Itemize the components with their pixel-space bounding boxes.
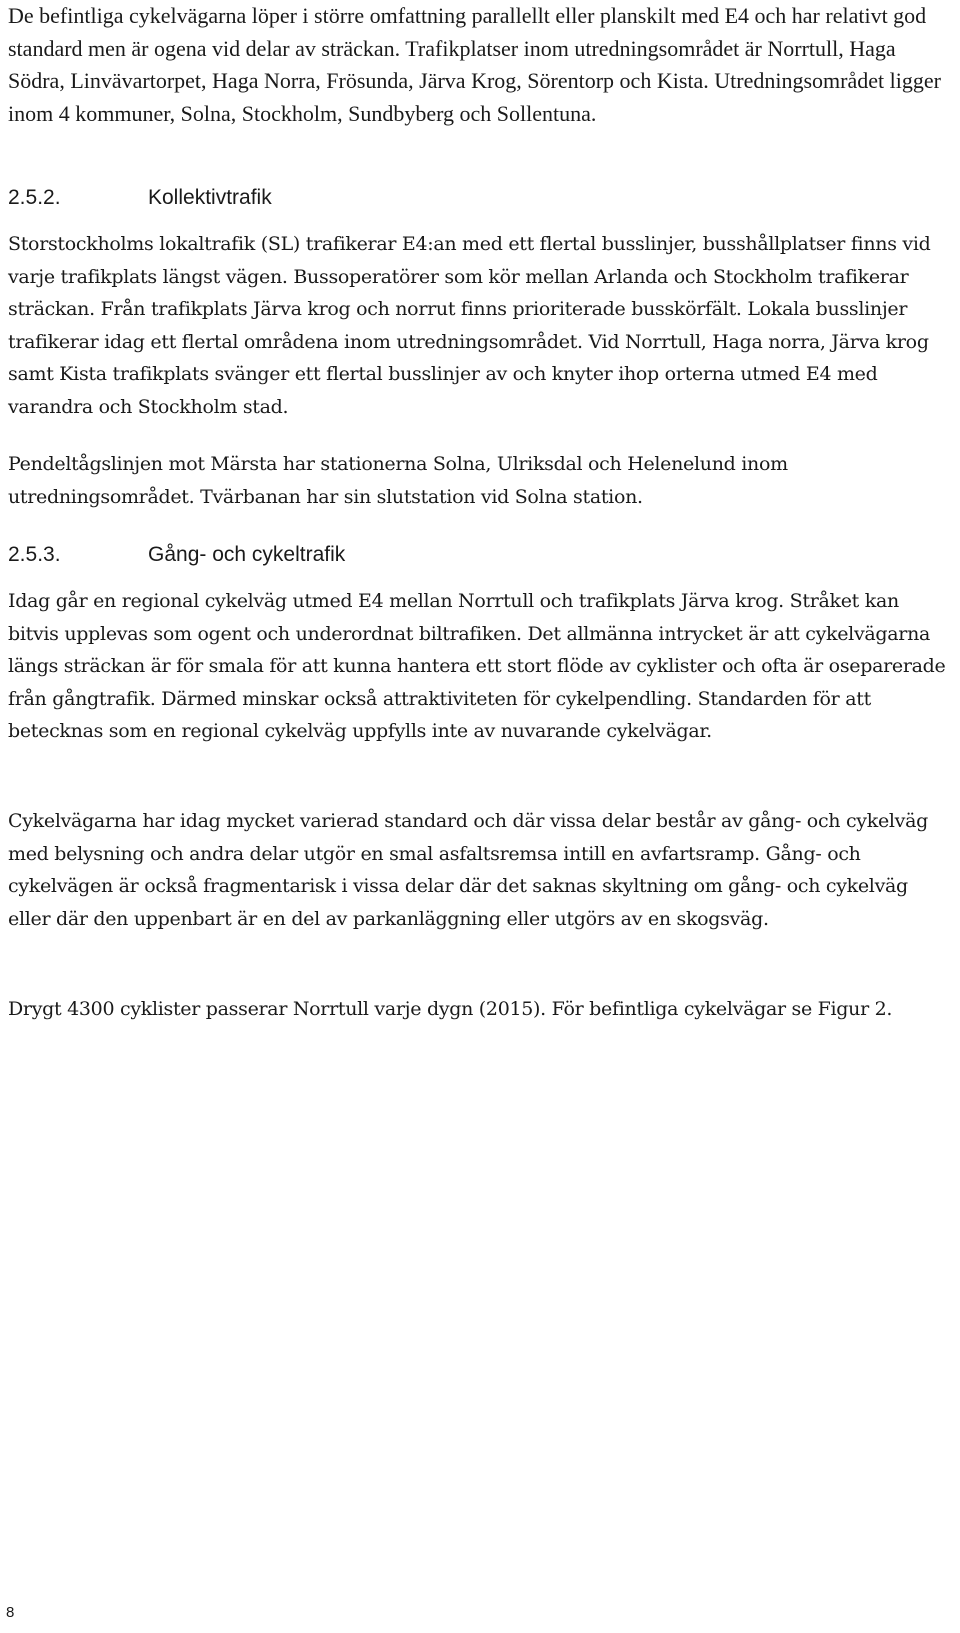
cykeltrafik-paragraph-2: Cykelvägarna har idag mycket varierad standard och där vissa delar består av gång- och cykelväg med belysning och andra delar utgör en smal asfaltsremsa intill en avfartsramp. Gång- och cykelvägen är också fragmentarisk i vissa delar där det saknas skyltning om gång- och cykelväg eller där den uppenbart är en del av parkanläggning eller utgörs av en skogsväg.: [8, 810, 928, 930]
section-title: Gång- och cykeltrafik: [148, 543, 346, 566]
section-number: 2.5.2.: [8, 186, 61, 209]
page-number: 8: [6, 1604, 15, 1621]
kollektivtrafik-paragraph-2: Pendeltågslinjen mot Märsta har stationerna Solna, Ulriksdal och Helenelund inom utredningsområdet. Tvärbanan har sin slutstation vid Solna station.: [8, 453, 788, 508]
cykeltrafik-paragraph-1: Idag går en regional cykelväg utmed E4 mellan Norrtull och trafikplats Järva krog. Stråket kan bitvis upplevas som ogent och underordnat biltrafiken. Det allmänna intrycket är att cykelvägarna längs sträckan är för smala för att kunna hantera ett stort flöde av cyklister och ofta är oseparerade från gångtrafik. Därmed minskar också attraktiviteten för cykelpendling. Standarden för att betecknas som en regional cykelväg uppfylls inte av nuvarande cykelvägar.: [8, 590, 946, 743]
section-title: Kollektivtrafik: [148, 186, 272, 209]
intro-paragraph: De befintliga cykelvägarna löper i större omfattning parallellt eller planskilt med E4 och har relativt god standard men är ogena vid delar av sträckan. Trafikplatser inom utredningsområdet är Norrtull, Haga Södra, Linvävartorpet, Haga Norra, Frösunda, Järva Krog, Sörentorp och Kista. Utredningsområdet ligger inom 4 kommuner, Solna, Stockholm, Sundbyberg och Sollentuna.: [8, 3, 941, 126]
section-number: 2.5.3.: [8, 543, 61, 566]
kollektivtrafik-paragraph-1: Storstockholms lokaltrafik (SL) trafikerar E4:an med ett flertal busslinjer, busshållplatser finns vid varje trafikplats längst vägen. Bussoperatörer som kör mellan Arlanda och Stockholm trafikerar sträckan. Från trafikplats Järva krog och norrut finns prioriterade busskörfält. Lokala busslinjer trafikerar idag ett flertal områdena inom utredningsområdet. Vid Norrtull, Haga norra, Järva krog samt Kista trafikplats svänger ett flertal busslinjer av och knyter ihop orterna utmed E4 med varandra och Stockholm stad.: [8, 233, 931, 418]
cykeltrafik-paragraph-3: Drygt 4300 cyklister passerar Norrtull varje dygn (2015). För befintliga cykelvägar se Figur 2.: [8, 998, 893, 1020]
section-heading-gang-och-cykeltrafik: [8, 541, 345, 569]
section-heading-kollektivtrafik: [8, 184, 272, 212]
